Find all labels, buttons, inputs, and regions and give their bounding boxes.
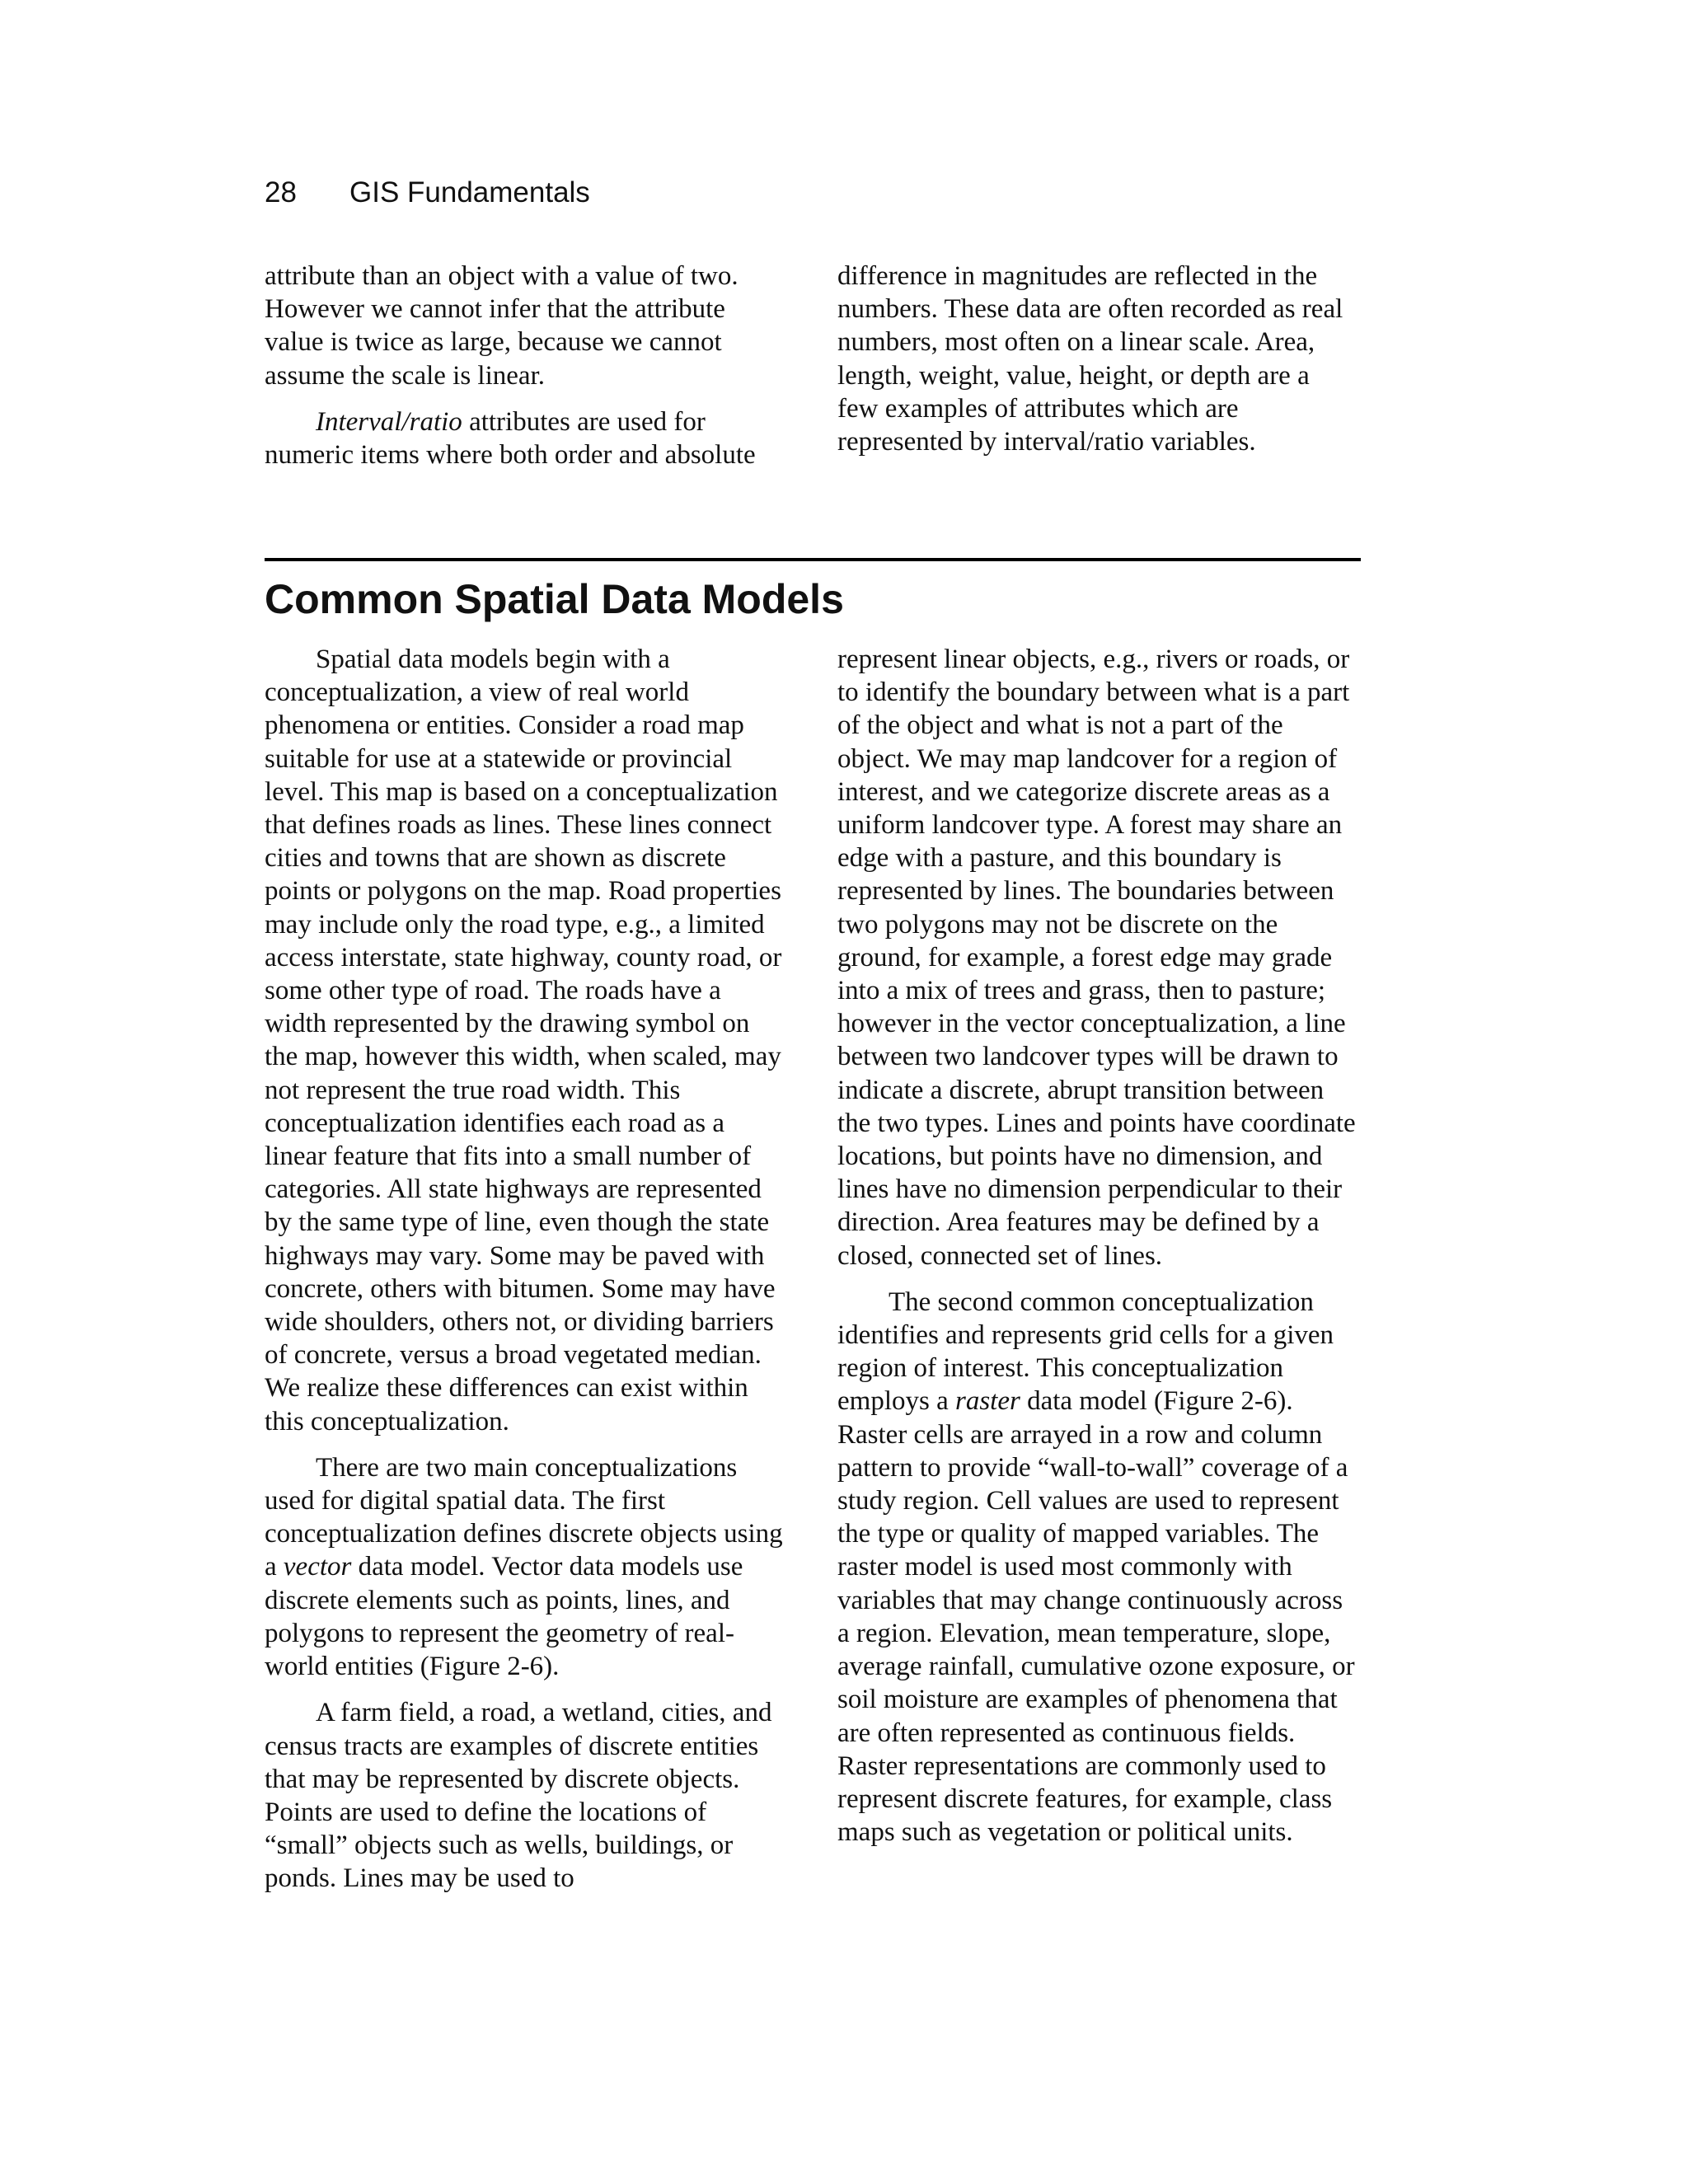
body-right-paragraph-2-part-2: data model (Figure 2-6). Raster cells are arrayed in a row and column pattern to provide “wall-to-wall” coverage of a study region. Cell values are used to represent the type or quality of mapped variables. The raster model is used most commonly with variables that may change continuously across a region. Elevation, mean temperature, slope, average rainfall, cumulative ozone exposure, or soil moisture are examples of phenomena that are often represented as continuous fields. Raster representations are commonly used to represent discrete features, for example, class maps such as vegetation or political units.	[837, 1386, 1355, 1848]
vector-term: vector	[283, 1552, 352, 1582]
running-head	[265, 175, 590, 211]
body-left-paragraph-2-part-1: There are two main conceptualizations used for digital spatial data. The first conceptualization defines discrete objects using a	[265, 1452, 783, 1582]
raster-term: raster	[954, 1386, 1020, 1417]
body-left-paragraph-2	[265, 1451, 784, 1683]
body-left-paragraph-1: Spatial data models begin with a conceptualization, a view of real world phenomena or entities. Consider a road map suitable for use at a statewide or provincial level. This map is based on a conceptualization that defines roads as lines. These lines connect cities and towns that are shown as discrete points or polygons on the map. Road properties may include only the road type, e.g., a limited access interstate, state highway, county road, or some other type of road. The roads have a width represented by the drawing symbol on the map, however this width, when scaled, may not represent the true road width. This conceptualization identifies each road as a linear feature that fits into a small number of categories. All state highways are represented by the same type of line, even though the state highways may vary. Some may be paved with concrete, others with bitumen. Some may have wide shoulders, others not, or dividing barriers of concrete, versus a broad vegetated median. We realize these differences can exist within this conceptualization.	[265, 644, 782, 1436]
body-left-column	[265, 643, 784, 1896]
top-left-column	[265, 260, 784, 471]
body-left-paragraph-2-part-2: data model. Vector data models use discrete elements such as points, lines, and polygons to represent the geometry of real-world entities (Figure 2-6).	[265, 1552, 743, 1682]
top-left-paragraph-2	[265, 405, 784, 471]
top-left-paragraph-1: attribute than an object with a value of two. However we cannot infer that the attribute value is twice as large, because we cannot assume the scale is linear.	[265, 261, 738, 391]
top-right-column	[837, 260, 1357, 458]
body-right-paragraph-2-part-1: The second common conceptualization identifies and represents grid cells for a given region of interest. This conceptualization employs a	[837, 1286, 1334, 1417]
top-left-paragraph-2-text: attributes are used for numeric items where both order and absolute	[265, 406, 756, 471]
body-right-paragraph-2	[837, 1286, 1357, 1849]
body-right-column	[837, 643, 1357, 1849]
section-rule	[265, 558, 1361, 561]
body-left-paragraph-3: A farm field, a road, a wetland, cities, and census tracts are examples of discrete entities that may be represented by discrete objects. Points are used to define the locations of “small” objects such as wells, buildings, or ponds. Lines may be used to	[265, 1698, 772, 1894]
section-heading: Common Spatial Data Models	[265, 576, 844, 622]
interval-ratio-term: Interval/ratio	[316, 406, 462, 437]
book-title: GIS Fundamentals	[349, 176, 590, 209]
body-right-paragraph-1: represent linear objects, e.g., rivers or roads, or to identify the boundary between what is a part of the object and what is not a part of the object. We may map landcover for a region of interest, and we categorize discrete areas as a uniform landcover type. A forest may share an edge with a pasture, and this boundary is represented by lines. The boundaries between two polygons may not be discrete on the ground, for example, a forest edge may grade into a mix of trees and grass, then to pasture; however in the vector conceptualization, a line between two landcover types will be drawn to indicate a discrete, abrupt transition between the two types. Lines and points have coordinate locations, but points have no dimension, and lines have no dimension perpendicular to their direction. Area features may be defined by a closed, connected set of lines.	[837, 644, 1356, 1271]
page-number: 28	[265, 176, 297, 209]
top-right-paragraph-1: difference in magnitudes are reflected in the numbers. These data are often recorded as real numbers, most often on a linear scale. Area, length, weight, value, height, or depth are a few examples of attributes which are represented by interval/ratio variables.	[837, 261, 1343, 457]
